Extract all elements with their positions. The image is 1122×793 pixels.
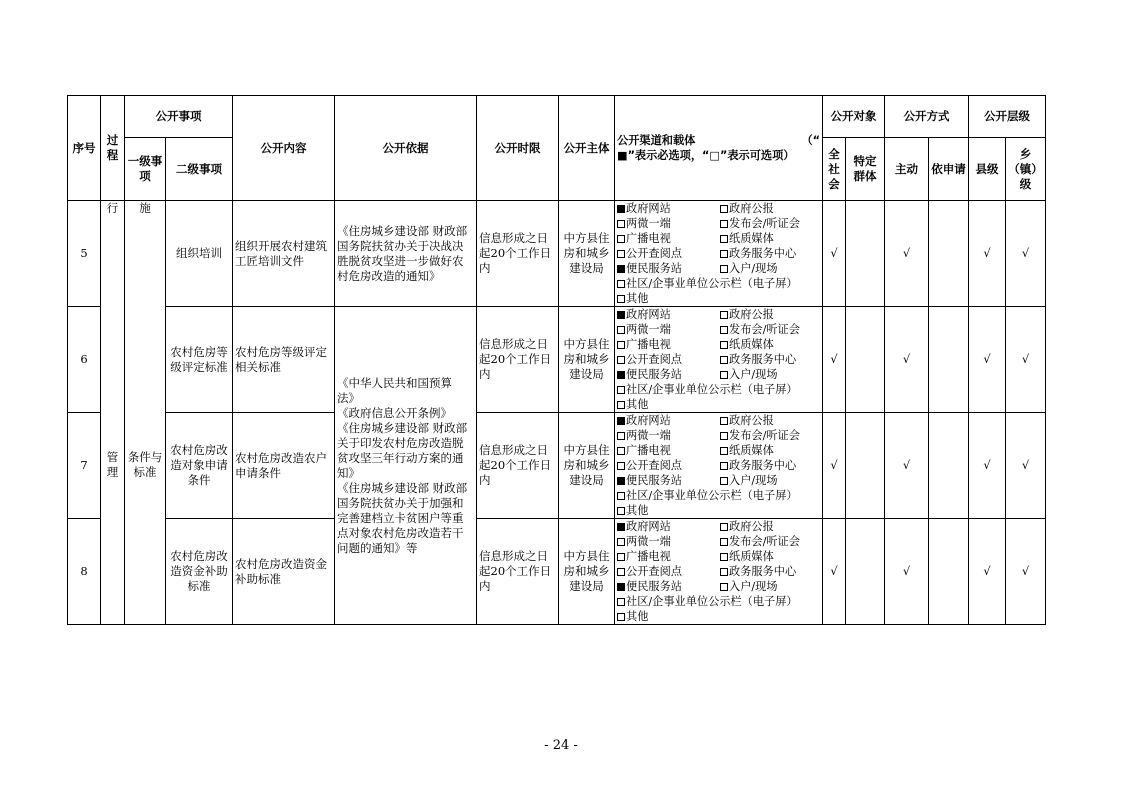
channel-option-label: 两微一端 bbox=[626, 217, 671, 230]
row-seq: 5 bbox=[68, 201, 101, 307]
channel-option-label: 政府网站 bbox=[626, 414, 671, 427]
channel-option bbox=[720, 246, 820, 261]
channel-option bbox=[720, 549, 820, 564]
channel-option bbox=[617, 246, 720, 261]
channel-option-label: 政务服务中心 bbox=[729, 247, 797, 260]
row-level2: 组织培训 bbox=[166, 201, 233, 307]
process-cell-top-left: 行 bbox=[101, 201, 125, 307]
row-audience-all: √ bbox=[823, 201, 846, 307]
unchecked-box-icon bbox=[617, 341, 625, 349]
row-level-town: √ bbox=[1006, 307, 1046, 413]
unchecked-box-icon bbox=[720, 417, 728, 425]
table-row bbox=[68, 201, 1046, 307]
row-method-request bbox=[929, 307, 969, 413]
channel-option bbox=[720, 367, 820, 382]
row-time: 信息形成之日起20个工作日内 bbox=[477, 307, 559, 413]
row-subject: 中方县住房和城乡建设局 bbox=[559, 413, 615, 519]
channel-option-label: 广播电视 bbox=[626, 444, 671, 457]
channel-option bbox=[617, 594, 820, 609]
channel-option-label: 公开查阅点 bbox=[626, 247, 682, 260]
channel-list bbox=[617, 201, 820, 306]
level1-cell: 条件与标准 bbox=[125, 307, 166, 625]
unchecked-box-icon bbox=[617, 250, 625, 258]
channel-option-label: 入户/现场 bbox=[729, 580, 778, 593]
header-items-group: 公开事项 bbox=[125, 96, 233, 138]
channel-option bbox=[617, 397, 820, 412]
channel-option bbox=[720, 413, 820, 428]
channel-option bbox=[617, 322, 720, 337]
channel-option bbox=[617, 458, 720, 473]
unchecked-box-icon bbox=[617, 432, 625, 440]
channel-option bbox=[617, 488, 820, 503]
channel-option-label: 入户/现场 bbox=[729, 368, 778, 381]
table-row bbox=[68, 307, 1046, 413]
unchecked-box-icon bbox=[720, 432, 728, 440]
unchecked-box-icon bbox=[617, 235, 625, 243]
row-method-request bbox=[929, 519, 969, 625]
channel-option bbox=[617, 337, 720, 352]
row-level-town: √ bbox=[1006, 201, 1046, 307]
header-seq: 序号 bbox=[68, 96, 101, 201]
channel-option bbox=[617, 291, 820, 306]
row-level-county: √ bbox=[969, 307, 1006, 413]
row-basis: 《住房城乡建设部 财政部国务院扶贫办关于决战决胜脱贫攻坚进一步做好农村危房改造的通知》 bbox=[335, 201, 477, 307]
header-time: 公开时限 bbox=[477, 96, 559, 201]
unchecked-box-icon bbox=[720, 326, 728, 334]
unchecked-box-icon bbox=[720, 371, 728, 379]
row-content: 组织开展农村建筑工匠培训文件 bbox=[233, 201, 335, 307]
unchecked-box-icon bbox=[720, 462, 728, 470]
row-audience-specific bbox=[846, 201, 885, 307]
unchecked-box-icon bbox=[617, 326, 625, 334]
unchecked-box-icon bbox=[617, 447, 625, 455]
header-channel-title: 公开渠道和载体 bbox=[617, 134, 696, 147]
channel-option-label: 广播电视 bbox=[626, 338, 671, 351]
channel-option bbox=[720, 322, 820, 337]
channel-option-label: 政府网站 bbox=[626, 202, 671, 215]
page-number: - 24 - bbox=[544, 738, 578, 753]
channel-list bbox=[617, 413, 820, 518]
header-audience-group: 公开对象 bbox=[823, 96, 885, 138]
channel-option bbox=[617, 609, 820, 624]
channel-option-label: 纸质媒体 bbox=[729, 550, 774, 563]
channel-option bbox=[617, 443, 720, 458]
process-cell-bottom: 管理 bbox=[101, 307, 125, 625]
channel-option-label: 发布会/听证会 bbox=[729, 323, 800, 336]
row-channels bbox=[615, 413, 823, 519]
row-level-town: √ bbox=[1006, 519, 1046, 625]
header-content: 公开内容 bbox=[233, 96, 335, 201]
channel-option bbox=[617, 352, 720, 367]
channel-option-label: 发布会/听证会 bbox=[729, 217, 800, 230]
unchecked-box-icon bbox=[720, 235, 728, 243]
channel-option-label: 便民服务站 bbox=[626, 474, 682, 487]
unchecked-box-icon bbox=[617, 386, 625, 394]
unchecked-box-icon bbox=[617, 568, 625, 576]
channel-option bbox=[720, 261, 820, 276]
unchecked-box-icon bbox=[617, 598, 625, 606]
channel-option bbox=[617, 231, 720, 246]
row-level-county: √ bbox=[969, 201, 1006, 307]
header-level-town: 乡（镇）级 bbox=[1006, 138, 1046, 201]
unchecked-box-icon bbox=[617, 356, 625, 364]
channel-option bbox=[720, 443, 820, 458]
row-content: 农村危房等级评定相关标准 bbox=[233, 307, 335, 413]
row-time: 信息形成之日起20个工作日内 bbox=[477, 413, 559, 519]
channel-option-label: 发布会/听证会 bbox=[729, 535, 800, 548]
header-basis: 公开依据 bbox=[335, 96, 477, 201]
channel-option-label: 社区/企事业单位公示栏（电子屏） bbox=[626, 489, 798, 502]
header-channel bbox=[615, 96, 823, 201]
row-level-county: √ bbox=[969, 413, 1006, 519]
channel-option-label: 政府网站 bbox=[626, 308, 671, 321]
channel-option-label: 公开查阅点 bbox=[626, 565, 682, 578]
channel-option-label: 政府公报 bbox=[729, 520, 774, 533]
checked-box-icon bbox=[617, 311, 625, 319]
channel-option bbox=[617, 564, 720, 579]
unchecked-box-icon bbox=[617, 462, 625, 470]
unchecked-box-icon bbox=[617, 613, 625, 621]
unchecked-box-icon bbox=[617, 492, 625, 500]
channel-option bbox=[720, 519, 820, 534]
header-method-request: 依申请 bbox=[929, 138, 969, 201]
row-method-request bbox=[929, 413, 969, 519]
channel-option-label: 发布会/听证会 bbox=[729, 429, 800, 442]
unchecked-box-icon bbox=[720, 447, 728, 455]
unchecked-box-icon bbox=[617, 220, 625, 228]
row-method-active: √ bbox=[885, 307, 929, 413]
row-channels bbox=[615, 201, 823, 307]
channel-option-label: 其他 bbox=[626, 398, 649, 411]
unchecked-box-icon bbox=[720, 477, 728, 485]
channel-option bbox=[617, 307, 720, 322]
channel-option bbox=[720, 579, 820, 594]
unchecked-box-icon bbox=[720, 523, 728, 531]
row-level-county: √ bbox=[969, 519, 1006, 625]
channel-option-label: 其他 bbox=[626, 504, 649, 517]
header-channel-note: ■”表示必选项，“□”表示可选项） bbox=[617, 149, 795, 162]
row-audience-specific bbox=[846, 519, 885, 625]
channel-option bbox=[720, 216, 820, 231]
unchecked-box-icon bbox=[720, 356, 728, 364]
row-content: 农村危房改造资金补助标准 bbox=[233, 519, 335, 625]
header-level1: 一级事项 bbox=[125, 138, 166, 201]
table-row bbox=[68, 519, 1046, 625]
channel-option bbox=[617, 473, 720, 488]
header-channel-quote: （“ bbox=[801, 134, 820, 147]
channel-option-label: 政务服务中心 bbox=[729, 565, 797, 578]
row-seq: 7 bbox=[68, 413, 101, 519]
row-audience-specific bbox=[846, 413, 885, 519]
header-subject: 公开主体 bbox=[559, 96, 615, 201]
row-subject: 中方县住房和城乡建设局 bbox=[559, 307, 615, 413]
channel-option bbox=[617, 367, 720, 382]
channel-option-label: 政府公报 bbox=[729, 414, 774, 427]
channel-option-label: 便民服务站 bbox=[626, 580, 682, 593]
row-method-request bbox=[929, 201, 969, 307]
process-cell-top-right: 施 bbox=[125, 201, 166, 307]
channel-option-label: 两微一端 bbox=[626, 323, 671, 336]
row-method-active: √ bbox=[885, 413, 929, 519]
row-subject: 中方县住房和城乡建设局 bbox=[559, 519, 615, 625]
channel-option bbox=[720, 564, 820, 579]
channel-option-label: 两微一端 bbox=[626, 429, 671, 442]
row-audience-all: √ bbox=[823, 307, 846, 413]
row-level2: 农村危房等级评定标准 bbox=[166, 307, 233, 413]
basis-merged-cell: 《中华人民共和国预算法》 《政府信息公开条例》 《住房城乡建设部 财政部关于印发农村危房改造脱贫攻坚三年行动方案的通知》 《住房城乡建设部 财政部国务院扶贫办关于加强和完善建档立卡贫困户等重点对象农村危房改造若干问题的通知》等 bbox=[335, 307, 477, 625]
row-level-town: √ bbox=[1006, 413, 1046, 519]
channel-option bbox=[720, 201, 820, 216]
channel-option bbox=[617, 216, 720, 231]
checked-box-icon bbox=[617, 583, 625, 591]
channel-option bbox=[617, 519, 720, 534]
channel-option-label: 纸质媒体 bbox=[729, 338, 774, 351]
header-level-group: 公开层级 bbox=[969, 96, 1046, 138]
channel-option bbox=[617, 549, 720, 564]
channel-option-label: 便民服务站 bbox=[626, 368, 682, 381]
channel-option-label: 社区/企事业单位公示栏（电子屏） bbox=[626, 277, 798, 290]
channel-option-label: 其他 bbox=[626, 292, 649, 305]
row-audience-all: √ bbox=[823, 519, 846, 625]
channel-option bbox=[720, 337, 820, 352]
channel-option-label: 便民服务站 bbox=[626, 262, 682, 275]
channel-option bbox=[720, 307, 820, 322]
channel-option-label: 政务服务中心 bbox=[729, 353, 797, 366]
channel-option-label: 纸质媒体 bbox=[729, 444, 774, 457]
table-row bbox=[68, 413, 1046, 519]
checked-box-icon bbox=[617, 417, 625, 425]
channel-option-label: 政府网站 bbox=[626, 520, 671, 533]
row-subject: 中方县住房和城乡建设局 bbox=[559, 201, 615, 307]
channel-option bbox=[720, 428, 820, 443]
channel-option-label: 社区/企事业单位公示栏（电子屏） bbox=[626, 383, 798, 396]
channel-list bbox=[617, 519, 820, 624]
row-level2: 农村危房改造资金补助标准 bbox=[166, 519, 233, 625]
channel-option-label: 广播电视 bbox=[626, 232, 671, 245]
channel-option-label: 政府公报 bbox=[729, 308, 774, 321]
channel-option bbox=[617, 503, 820, 518]
channel-option bbox=[720, 231, 820, 246]
channel-option-label: 广播电视 bbox=[626, 550, 671, 563]
header-level-county: 县级 bbox=[969, 138, 1006, 201]
channel-option-label: 政务服务中心 bbox=[729, 459, 797, 472]
channel-option bbox=[617, 276, 820, 291]
channel-option bbox=[617, 261, 720, 276]
disclosure-table bbox=[67, 95, 1046, 625]
row-time: 信息形成之日起20个工作日内 bbox=[477, 519, 559, 625]
channel-option bbox=[720, 473, 820, 488]
checked-box-icon bbox=[617, 477, 625, 485]
channel-option-label: 入户/现场 bbox=[729, 474, 778, 487]
channel-option bbox=[617, 428, 720, 443]
channel-option bbox=[617, 382, 820, 397]
row-method-active: √ bbox=[885, 201, 929, 307]
channel-option bbox=[617, 201, 720, 216]
checked-box-icon bbox=[617, 265, 625, 273]
unchecked-box-icon bbox=[720, 341, 728, 349]
row-time: 信息形成之日起20个工作日内 bbox=[477, 201, 559, 307]
row-channels bbox=[615, 519, 823, 625]
unchecked-box-icon bbox=[720, 583, 728, 591]
row-audience-specific bbox=[846, 307, 885, 413]
header-audience-all: 全社会 bbox=[823, 138, 846, 201]
channel-option-label: 纸质媒体 bbox=[729, 232, 774, 245]
channel-option-label: 入户/现场 bbox=[729, 262, 778, 275]
header-process: 过程 bbox=[101, 96, 125, 201]
unchecked-box-icon bbox=[720, 311, 728, 319]
unchecked-box-icon bbox=[720, 538, 728, 546]
row-seq: 8 bbox=[68, 519, 101, 625]
unchecked-box-icon bbox=[617, 295, 625, 303]
unchecked-box-icon bbox=[720, 265, 728, 273]
unchecked-box-icon bbox=[617, 401, 625, 409]
channel-option-label: 公开查阅点 bbox=[626, 459, 682, 472]
checked-box-icon bbox=[617, 205, 625, 213]
channel-option bbox=[617, 413, 720, 428]
unchecked-box-icon bbox=[720, 568, 728, 576]
channel-option bbox=[720, 352, 820, 367]
channel-option bbox=[617, 534, 720, 549]
channel-option-label: 其他 bbox=[626, 610, 649, 623]
unchecked-box-icon bbox=[720, 220, 728, 228]
channel-option-label: 政府公报 bbox=[729, 202, 774, 215]
row-level2: 农村危房改造对象申请条件 bbox=[166, 413, 233, 519]
unchecked-box-icon bbox=[617, 538, 625, 546]
row-method-active: √ bbox=[885, 519, 929, 625]
unchecked-box-icon bbox=[720, 250, 728, 258]
unchecked-box-icon bbox=[720, 205, 728, 213]
channel-option-label: 公开查阅点 bbox=[626, 353, 682, 366]
header-level2: 二级事项 bbox=[166, 138, 233, 201]
channel-option-label: 两微一端 bbox=[626, 535, 671, 548]
unchecked-box-icon bbox=[617, 280, 625, 288]
checked-box-icon bbox=[617, 371, 625, 379]
header-method-active: 主动 bbox=[885, 138, 929, 201]
unchecked-box-icon bbox=[617, 553, 625, 561]
row-channels bbox=[615, 307, 823, 413]
channel-list bbox=[617, 307, 820, 412]
unchecked-box-icon bbox=[720, 553, 728, 561]
checked-box-icon bbox=[617, 523, 625, 531]
header-audience-specific: 特定群体 bbox=[846, 138, 885, 201]
channel-option bbox=[720, 458, 820, 473]
channel-option bbox=[720, 534, 820, 549]
row-seq: 6 bbox=[68, 307, 101, 413]
header-method-group: 公开方式 bbox=[885, 96, 969, 138]
row-content: 农村危房改造农户申请条件 bbox=[233, 413, 335, 519]
channel-option bbox=[617, 579, 720, 594]
unchecked-box-icon bbox=[617, 507, 625, 515]
channel-option-label: 社区/企事业单位公示栏（电子屏） bbox=[626, 595, 798, 608]
row-audience-all: √ bbox=[823, 413, 846, 519]
